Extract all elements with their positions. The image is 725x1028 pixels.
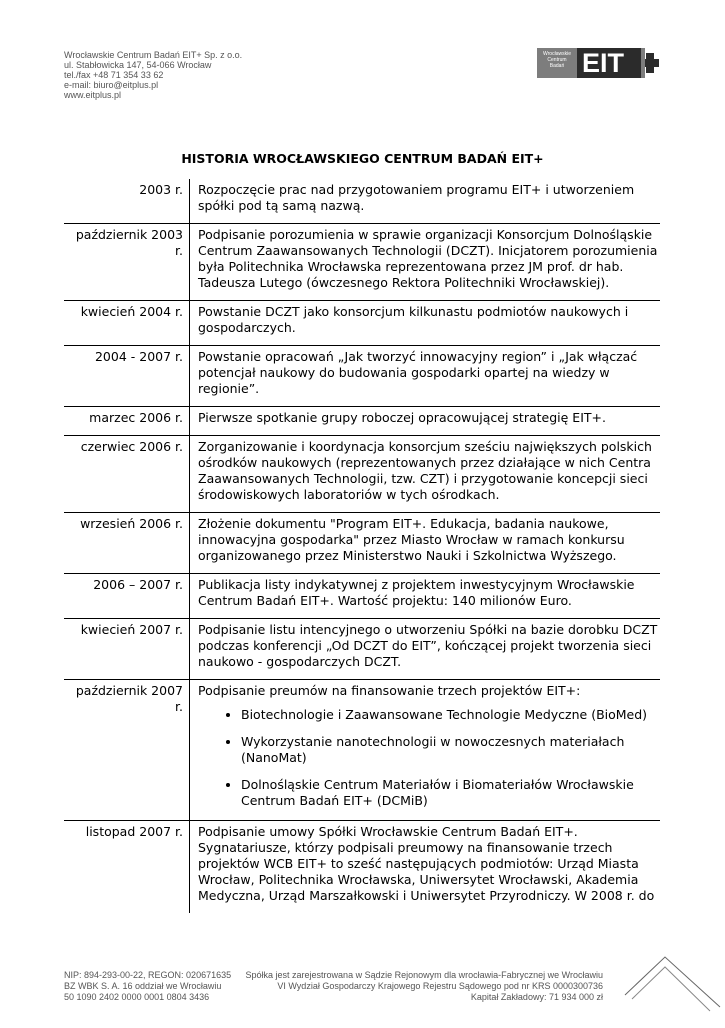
footer-court: Spółka jest zarejestrowana w Sądzie Rejonowym dla wrocławia-Fabrycznej we Wrocławiu [245,970,603,980]
list-item: • Dolnośląskie Centrum Materiałów i Biomateriałów Wrocławskie Centrum Badań EIT+ (DCMiB) [241,777,660,809]
history-description [190,574,661,619]
table-row [64,436,660,513]
list-item: • Wykorzystanie nanotechnologii w nowoczesnych materiałach (NanoMat) [241,734,660,766]
table-row [64,574,660,619]
history-date: kwiecień 2007 r. [64,619,190,680]
table-row [64,821,660,914]
history-date: październik 2007 r. [64,680,190,821]
footer-nip-regon: NIP: 894-293-00-22, REGON: 020671635 [64,970,232,980]
table-row [64,346,660,407]
logo-caption [537,48,577,78]
eit-logo [537,48,659,78]
history-date: 2003 r. [64,179,190,224]
history-description [190,224,661,301]
table-row [64,619,660,680]
table-row [64,513,660,574]
footer-bank: BZ WBK S. A. 16 oddział we Wrocławiu [64,981,222,991]
history-description [190,301,661,346]
company-street: ul. Stabłowicka 147, 54-066 Wrocław [64,60,212,70]
history-description [190,346,661,407]
table-row [64,407,660,436]
history-text: Publikacja listy indykatywnej z projektem inwestycyjnym Wrocławskie Centrum Badań EIT+. Wartość projektu: 140 milionów Euro. [198,577,635,608]
footer-account-number: 50 1090 2402 0000 0001 0804 3436 [64,992,210,1002]
table-row [64,301,660,346]
history-date: październik 2003 r. [64,224,190,301]
history-description [190,821,661,914]
history-date: 2004 - 2007 r. [64,346,190,407]
history-text: Podpisanie preumów na finansowanie trzech projektów EIT+: [198,683,581,698]
history-date: wrzesień 2006 r. [64,513,190,574]
history-text: Złożenie dokumentu "Program EIT+. Edukacja, badania naukowe, innowacyjna gospodarka" przez Miasto Wrocław w ramach konkursu organizowanego przez Ministerstwo Nauki i Szkolnictwa Wyższego. [198,516,625,563]
history-table [64,179,660,913]
table-row [64,680,660,821]
history-text: Podpisanie umowy Spółki Wrocławskie Centrum Badań EIT+. Sygnatariusze, którzy podpisali preumowy na finansowanie trzech projektów WCB EIT+ to sześć następujących podmiotów: Urząd Miasta Wrocław, Politechnika Wrocławska, Uniwersytet Wrocławski, Akademia Medyczna, Urząd Marszałkowski i Uniwersytet Przyrodniczy. W 2008 r. do [198,824,655,903]
project-list [198,707,660,809]
footer-company-ids [64,970,231,1003]
logo-caption-line-2: Centrum [547,57,567,63]
history-text: Powstanie opracowań „Jak tworzyć innowacyjny region” i „Jak włączać potencjał naukowy do budowania gospodarki opartej na wiedzy w regionie”. [198,349,638,396]
history-text: Powstanie DCZT jako konsorcjum kilkunastu podmiotów naukowych i gospodarczych. [198,304,629,335]
footer-capital: Kapitał Zakładowy: 71 934 000 zł [470,992,603,1002]
document-title: HISTORIA WROCŁAWSKIEGO CENTRUM BADAŃ EIT+ [181,151,544,166]
corner-decoration [620,955,725,1024]
company-website: www.eitplus.pl [64,90,122,100]
history-description [190,436,661,513]
footer-registration [246,970,603,1003]
company-phone: tel./fax +48 71 354 33 62 [64,70,164,80]
history-date: czerwiec 2006 r. [64,436,190,513]
history-text: Pierwsze spotkanie grupy roboczej opracowującej strategię EIT+. [198,410,606,425]
company-email: e-mail: biuro@eitplus.pl [64,80,159,90]
company-name: Wrocławskie Centrum Badań EIT+ Sp. z o.o. [64,50,243,60]
history-date: marzec 2006 r. [64,407,190,436]
logo-caption-line-3: Badań [549,63,565,69]
history-description [190,407,661,436]
history-description [190,513,661,574]
table-row [64,179,660,224]
footer-krs: VI Wydział Gospodarczy Krajowego Rejestru Sądowego pod nr KRS 0000300736 [277,981,603,991]
history-date: 2006 – 2007 r. [64,574,190,619]
history-description [190,179,661,224]
table-row [64,224,660,301]
history-text: Rozpoczęcie prac nad przygotowaniem programu EIT+ i utworzeniem spółki pod tą samą nazwą. [198,182,635,213]
history-text: Podpisanie listu intencyjnego o utworzeniu Spółki na bazie dorobku DCZT podczas konferencji „Od DCZT do EIT”, kończącej projekt tworzenia sieci naukowo - gospodarczych DCZT. [198,622,658,669]
history-description [190,619,661,680]
history-date: kwiecień 2004 r. [64,301,190,346]
history-date: listopad 2007 r. [64,821,190,914]
logo-plus-icon [641,48,659,78]
history-text: Podpisanie porozumienia w sprawie organizacji Konsorcjum Dolnośląskie Centrum Zaawansowanych Technologii (DCZT). Inicjatorem porozumienia była Politechnika Wrocławska reprezentowana przez JM prof. dr hab. Tadeusza Lutego (ówczesnego Rektora Politechniki Wrocławskiej). [198,227,658,290]
history-description [190,680,661,821]
logo-brand: EIT [577,48,644,78]
list-item: • Biotechnologie i Zaawansowane Technologie Medyczne (BioMed) [241,707,660,723]
history-text: Zorganizowanie i koordynacja konsorcjum sześciu największych polskich ośrodków naukowych (reprezentowanych przez działające w nich Centra Zaawansowanych Technologii, tzw. CZT) i przygotowanie koncepcji sieci środowiskowych laboratoriów w tych ośrodkach. [198,439,652,502]
logo-caption-line-1: Wrocławskie [543,51,571,57]
company-address-block [64,50,242,100]
